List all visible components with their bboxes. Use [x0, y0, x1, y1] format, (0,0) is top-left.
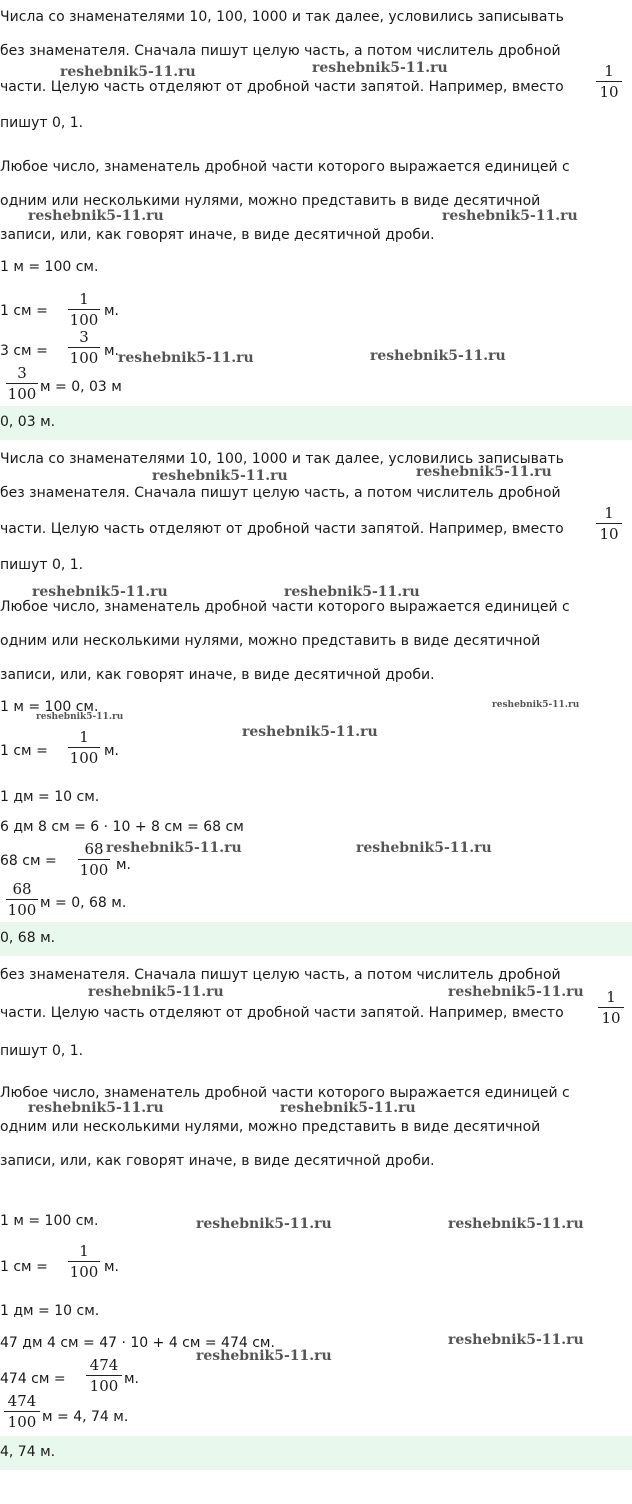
- s2-fraction-68-100: 68 100: [79, 840, 109, 879]
- s3-line-dm: 1 дм = 10 см.: [0, 1303, 100, 1319]
- s2-line-68: 68 см =: [0, 853, 57, 869]
- s1-answer-box: [0, 406, 632, 440]
- s2-text-line: Любое число, знаменатель дробной части которого выражается единицей с: [0, 599, 570, 615]
- watermark: reshebnik5-11.ru: [448, 1332, 584, 1348]
- s1-text-line: части. Целую часть отделяют от дробной части запятой. Например, вместо: [0, 79, 564, 95]
- watermark: reshebnik5-11.ru: [442, 208, 578, 224]
- s2-text-line: записи, или, как говорят иначе, в виде десятичной дроби.: [0, 667, 435, 683]
- watermark: reshebnik5-11.ru: [32, 584, 168, 600]
- s3-result: м = 4, 74 м.: [42, 1409, 129, 1425]
- s2-line-m: 1 м = 100 см.: [0, 699, 99, 715]
- s1-line-cm: 1 см =: [0, 303, 48, 319]
- s1-text-line: без знаменателя. Сначала пишут целую часть, а потом числитель дробной: [0, 43, 561, 59]
- s3-text-line: без знаменателя. Сначала пишут целую часть, а потом числитель дробной: [0, 967, 561, 983]
- s3-fraction-1-10: 1 10: [598, 988, 624, 1027]
- watermark: reshebnik5-11.ru: [106, 840, 242, 856]
- s2-text-line: одним или несколькими нулями, можно представить в виде десятичной: [0, 633, 541, 649]
- s1-text-line: пишут 0, 1.: [0, 115, 84, 131]
- s1-text-line: Числа со знаменателями 10, 100, 1000 и так далее, условились записывать: [0, 9, 564, 25]
- s2-fraction-1-10: 1 10: [596, 504, 622, 543]
- s3-answer-box: [0, 1436, 632, 1470]
- watermark: reshebnik5-11.ru: [356, 840, 492, 856]
- watermark: reshebnik5-11.ru: [370, 348, 506, 364]
- s2-result: м = 0, 68 м.: [40, 895, 127, 911]
- watermark: reshebnik5-11.ru: [28, 1100, 164, 1116]
- s3-fraction-474-100: 474 100: [86, 1356, 122, 1395]
- s3-fraction-1-100: 1 100: [69, 1242, 99, 1281]
- s3-text-line: одним или несколькими нулями, можно представить в виде десятичной: [0, 1119, 541, 1135]
- s3-text-line: записи, или, как говорят иначе, в виде десятичной дроби.: [0, 1153, 435, 1169]
- s1-text-line: записи, или, как говорят иначе, в виде десятичной дроби.: [0, 227, 435, 243]
- s1-fraction-3-100: 3 100: [69, 328, 99, 367]
- s2-unit: м.: [116, 857, 132, 873]
- s2-unit: м.: [104, 743, 120, 759]
- watermark: reshebnik5-11.ru: [280, 1100, 416, 1116]
- s2-text-line: Числа со знаменателями 10, 100, 1000 и так далее, условились записывать: [0, 451, 564, 467]
- s1-unit: м.: [104, 303, 120, 319]
- s2-text-line: части. Целую часть отделяют от дробной части запятой. Например, вместо: [0, 521, 564, 537]
- watermark: reshebnik5-11.ru: [152, 468, 288, 484]
- watermark: reshebnik5-11.ru: [36, 712, 124, 722]
- s1-line-3cm: 3 см =: [0, 343, 48, 359]
- s1-result: м = 0, 03 м: [40, 379, 122, 395]
- watermark: reshebnik5-11.ru: [88, 984, 224, 1000]
- s3-text-line: пишут 0, 1.: [0, 1043, 84, 1059]
- s1-answer: 0, 03 м.: [0, 414, 56, 430]
- s3-text-line: части. Целую часть отделяют от дробной части запятой. Например, вместо: [0, 1005, 564, 1021]
- watermark: reshebnik5-11.ru: [118, 350, 254, 366]
- watermark: reshebnik5-11.ru: [28, 208, 164, 224]
- s2-fraction-1-100: 1 100: [69, 728, 99, 767]
- s3-line-calc: 47 дм 4 см = 47 · 10 + 4 см = 474 см.: [0, 1335, 275, 1351]
- watermark: reshebnik5-11.ru: [448, 984, 584, 1000]
- s3-line-m: 1 м = 100 см.: [0, 1213, 99, 1229]
- s1-text-line: одним или несколькими нулями, можно представить в виде десятичной: [0, 193, 541, 209]
- watermark: reshebnik5-11.ru: [416, 464, 552, 480]
- watermark: reshebnik5-11.ru: [196, 1348, 332, 1364]
- s2-line-calc: 6 дм 8 см = 6 · 10 + 8 см = 68 см: [0, 819, 244, 835]
- s3-answer: 4, 74 м.: [0, 1444, 56, 1460]
- watermark: reshebnik5-11.ru: [284, 584, 420, 600]
- s2-text-line: без знаменателя. Сначала пишут целую часть, а потом числитель дробной: [0, 485, 561, 501]
- s3-text-line: Любое число, знаменатель дробной части которого выражается единицей с: [0, 1085, 570, 1101]
- s3-line-474: 474 см =: [0, 1371, 66, 1387]
- s2-answer-box: [0, 922, 632, 956]
- s2-line-dm: 1 дм = 10 см.: [0, 789, 100, 805]
- s1-fraction-3-100-result: 3 100: [7, 364, 37, 403]
- s1-fraction-1-100: 1 100: [69, 290, 99, 329]
- s3-line-cm: 1 см =: [0, 1259, 48, 1275]
- watermark: reshebnik5-11.ru: [312, 60, 448, 76]
- watermark: reshebnik5-11.ru: [60, 64, 196, 80]
- s3-fraction-474-100-result: 474 100: [4, 1392, 40, 1431]
- s1-fraction-1-10: 1 10: [596, 62, 622, 101]
- s1-line-m: 1 м = 100 см.: [0, 259, 99, 275]
- watermark: reshebnik5-11.ru: [196, 1216, 332, 1232]
- s2-line-cm: 1 см =: [0, 743, 48, 759]
- watermark: reshebnik5-11.ru: [448, 1216, 584, 1232]
- s1-unit: м.: [104, 343, 120, 359]
- s1-text-line: Любое число, знаменатель дробной части которого выражается единицей с: [0, 159, 570, 175]
- watermark: reshebnik5-11.ru: [242, 724, 378, 740]
- s3-unit: м.: [124, 1371, 140, 1387]
- s3-unit: м.: [104, 1259, 120, 1275]
- s2-fraction-68-100-result: 68 100: [7, 880, 37, 919]
- s2-text-line: пишут 0, 1.: [0, 557, 84, 573]
- s2-answer: 0, 68 м.: [0, 930, 56, 946]
- watermark: reshebnik5-11.ru: [492, 700, 580, 710]
